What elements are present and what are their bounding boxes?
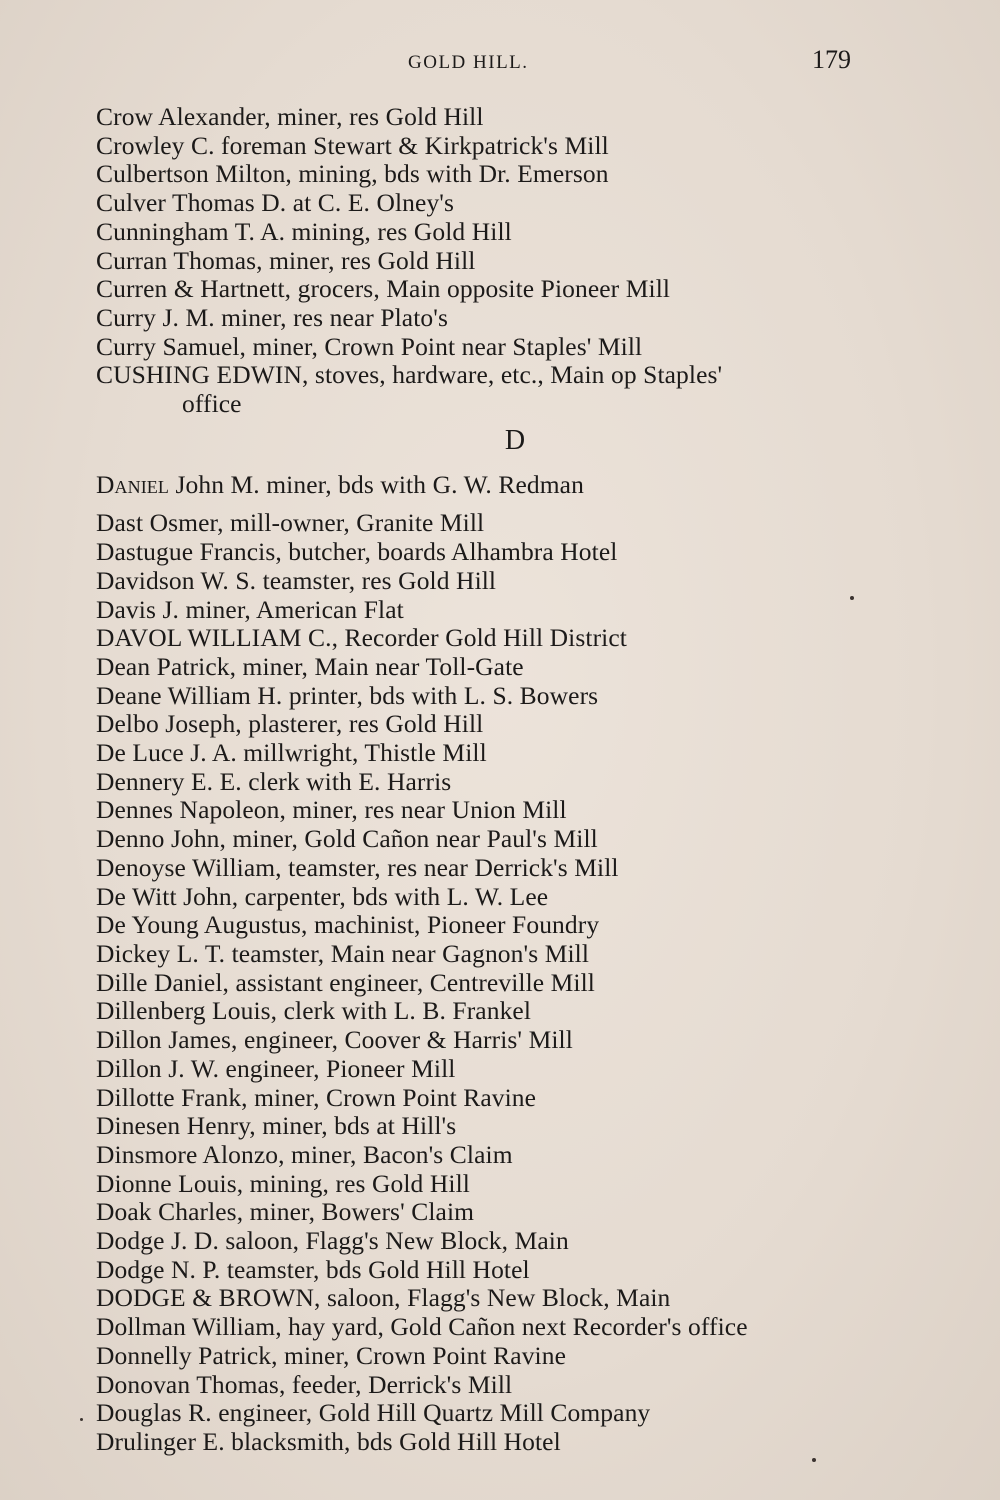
d-entries xyxy=(96,471,976,1457)
directory-entry: Curran Thomas, miner, res Gold Hill xyxy=(96,245,476,275)
ink-speck xyxy=(812,1458,816,1462)
directory-entries xyxy=(96,103,976,1457)
ink-speck xyxy=(80,1418,83,1421)
directory-entry: Donovan Thomas, feeder, Derrick's Mill xyxy=(96,1369,513,1399)
directory-entry: Dille Daniel, assistant engineer, Centreville Mill xyxy=(96,967,595,997)
directory-entry: Curry Samuel, miner, Crown Point near Staples' Mill xyxy=(96,331,643,361)
directory-entry: Dean Patrick, miner, Main near Toll-Gate xyxy=(96,651,524,681)
directory-entry: DAVOL WILLIAM C., Recorder Gold Hill District xyxy=(96,623,627,653)
directory-entry: Dollman William, hay yard, Gold Cañon next Recorder's office xyxy=(96,1312,748,1342)
directory-entry: Cunningham T. A. mining, res Gold Hill xyxy=(96,216,512,246)
entry-continuation: office xyxy=(182,389,242,419)
directory-entry: Culver Thomas D. at C. E. Olney's xyxy=(96,188,455,218)
directory-entry: Drulinger E. blacksmith, bds Gold Hill Hotel xyxy=(96,1426,561,1456)
directory-entry: De Young Augustus, machinist, Pioneer Foundry xyxy=(96,910,600,940)
entry-text: John M. miner, bds with G. W. Redman xyxy=(169,469,584,499)
directory-entry: Dinesen Henry, miner, bds at Hill's xyxy=(96,1111,457,1141)
directory-entry: Delbo Joseph, plasterer, res Gold Hill xyxy=(96,709,484,739)
directory-entry: De Luce J. A. millwright, Thistle Mill xyxy=(96,738,487,768)
directory-entry: Dickey L. T. teamster, Main near Gagnon's Mill xyxy=(96,938,590,968)
directory-entry: Dodge J. D. saloon, Flagg's New Block, Main xyxy=(96,1226,569,1256)
directory-entry: Dillon J. W. engineer, Pioneer Mill xyxy=(96,1053,456,1083)
directory-entry: Denno John, miner, Gold Cañon near Paul's Mill xyxy=(96,824,598,854)
directory-entry: Dast Osmer, mill-owner, Granite Mill xyxy=(96,508,485,538)
directory-entry: Crow Alexander, miner, res Gold Hill xyxy=(96,102,484,131)
directory-entry: Dodge N. P. teamster, bds Gold Hill Hotel xyxy=(96,1254,530,1284)
directory-entry: Douglas R. engineer, Gold Hill Quartz Mill Company xyxy=(96,1398,651,1428)
directory-entry: Crowley C. foreman Stewart & Kirkpatrick's Mill xyxy=(96,130,609,160)
directory-entry xyxy=(96,361,976,418)
entry-text: CUSHING EDWIN, stoves, hardware, etc., Main op Staples' xyxy=(96,360,723,390)
entry-surname: Daniel xyxy=(96,469,169,499)
directory-entry: Dastugue Francis, butcher, boards Alhambra Hotel xyxy=(96,537,618,567)
directory-entry: Curren & Hartnett, grocers, Main opposite Pioneer Mill xyxy=(96,274,671,304)
directory-entry: Davis J. miner, American Flat xyxy=(96,594,404,624)
directory-entry: Davidson W. S. teamster, res Gold Hill xyxy=(96,565,497,595)
c-entries xyxy=(96,103,976,361)
directory-entry: Dennery E. E. clerk with E. Harris xyxy=(96,766,452,796)
running-head xyxy=(0,45,1000,78)
directory-entry: DODGE & BROWN, saloon, Flagg's New Block, Main xyxy=(96,1283,671,1313)
directory-entry: Dennes Napoleon, miner, res near Union Mill xyxy=(96,795,567,825)
page-number: 179 xyxy=(812,45,851,74)
directory-entry: Dillenberg Louis, clerk with L. B. Frankel xyxy=(96,996,532,1026)
ink-speck xyxy=(850,596,854,600)
directory-entry: Culbertson Milton, mining, bds with Dr. Emerson xyxy=(96,159,609,189)
directory-entry: Curry J. M. miner, res near Plato's xyxy=(96,302,448,332)
directory-entry xyxy=(96,471,976,500)
directory-entry: Donnelly Patrick, miner, Crown Point Ravine xyxy=(96,1340,567,1370)
directory-entry: Denoyse William, teamster, res near Derrick's Mill xyxy=(96,852,619,882)
d-entry-list xyxy=(96,509,976,1456)
directory-entry: Dinsmore Alonzo, miner, Bacon's Claim xyxy=(96,1139,513,1169)
directory-entry: Dillotte Frank, miner, Crown Point Ravine xyxy=(96,1082,537,1112)
directory-entry: De Witt John, carpenter, bds with L. W. Lee xyxy=(96,881,549,911)
directory-entry: Deane William H. printer, bds with L. S. Bowers xyxy=(96,680,599,710)
directory-entry: Dillon James, engineer, Coover & Harris' Mill xyxy=(96,1025,573,1055)
section-heading: D xyxy=(504,424,528,456)
page-title: GOLD HILL. xyxy=(408,52,529,73)
directory-entry: Doak Charles, miner, Bowers' Claim xyxy=(96,1197,475,1227)
directory-entry: Dionne Louis, mining, res Gold Hill xyxy=(96,1168,470,1198)
